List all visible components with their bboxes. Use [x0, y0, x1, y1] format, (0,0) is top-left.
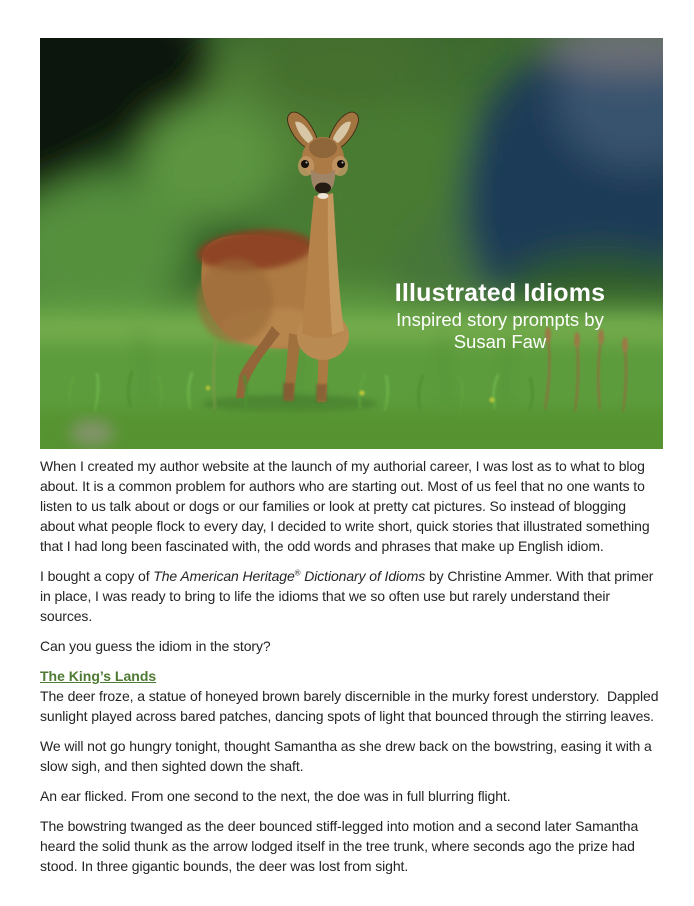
- book-title-part-1: The American Heritage: [153, 568, 295, 584]
- story-paragraph-2: We will not go hungry tonight, thought Samantha as she drew back on the bowstring, easing it with a slow sigh, and then sighted down the shaft.: [40, 738, 652, 774]
- hero-caption: [360, 277, 640, 353]
- story-paragraph-4: The bowstring twanged as the deer bounced stiff-legged into motion and a second later Samantha heard the solid thunk as the arrow lodged itself in the tree trunk, where seconds ago the prize had stood. In three gigantic bounds, the deer was lost from sight.: [40, 818, 639, 874]
- intro-paragraph-2-post: by Christine Ammer. With that primer in place, I was ready to bring to life the idioms that we so often use but rarely understand their sources.: [40, 568, 654, 624]
- hero-subtitle-line1: Inspired story prompts by: [396, 309, 604, 330]
- book-title-part-2: Dictionary of Idioms: [300, 568, 426, 584]
- document-body: [40, 456, 661, 886]
- deer-photo-illustration: [40, 38, 663, 449]
- intro-paragraph-2-pre: I bought a copy of: [40, 568, 154, 584]
- hero-subtitle-line2: Susan Faw: [453, 331, 547, 352]
- hero-image: [40, 38, 663, 449]
- story-paragraph-1: The deer froze, a statue of honeyed brown barely discernible in the murky forest understory. Dappled sunlight played across bared patches, dancing spots of light that bounced through the stirring leaves.: [40, 688, 659, 724]
- intro-question: Can you guess the idiom in the story?: [40, 638, 271, 654]
- intro-paragraph-1: When I created my author website at the launch of my authorial career, I was lost as to what to blog about. It is a common problem for authors who are starting out. Most of us feel that no one wants to listen to us talk about or dogs or our families or look at pretty cat pictures. So instead of blogging about what people flock to every day, I decided to write short, quick stories that illustrated something that I had long been fascinated with, the odd words and phrases that make up English idiom.: [40, 458, 650, 554]
- story-heading: The King’s Lands: [40, 668, 157, 684]
- intro-paragraph-2: [40, 566, 661, 626]
- registered-trademark-symbol: ®: [294, 568, 301, 578]
- hero-title: Illustrated Idioms: [394, 279, 606, 307]
- story-paragraph-3: An ear flicked. From one second to the next, the doe was in full blurring flight.: [40, 788, 511, 804]
